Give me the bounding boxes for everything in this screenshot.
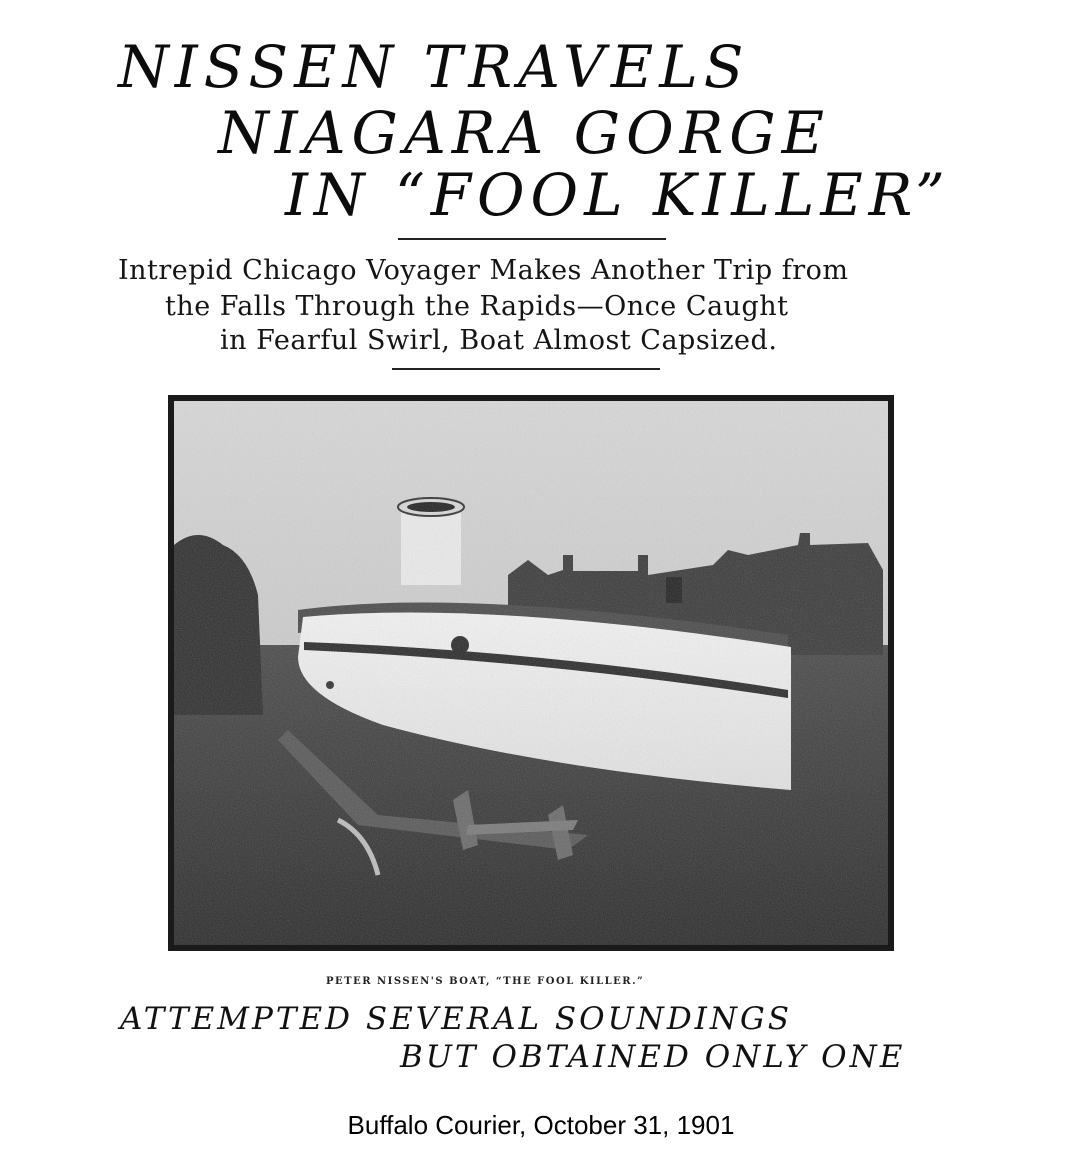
photo-caption: PETER NISSEN'S BOAT, “THE FOOL KILLER.” [326,976,645,987]
footer-headline-line-2: BUT OBTAINED ONLY ONE [400,1039,906,1075]
headline-line-2: NIAGARA GORGE [218,99,830,167]
subheadline-line-3: in Fearful Swirl, Boat Almost Capsized. [220,325,778,356]
subheadline-line-2: the Falls Through the Rapids—Once Caught [165,291,789,322]
divider-rule-top [398,238,666,240]
subheadline-line-1: Intrepid Chicago Voyager Makes Another Trip from [118,255,849,286]
boat-photograph [168,395,894,951]
source-credit: Buffalo Courier, October 31, 1901 [347,1110,735,1140]
divider-rule-bottom [392,368,660,370]
footer-headline-line-1: ATTEMPTED SEVERAL SOUNDINGS [120,1001,793,1037]
headline-line-3: IN “FOOL KILLER” [285,161,951,229]
headline-line-1: NISSEN TRAVELS [118,33,750,101]
